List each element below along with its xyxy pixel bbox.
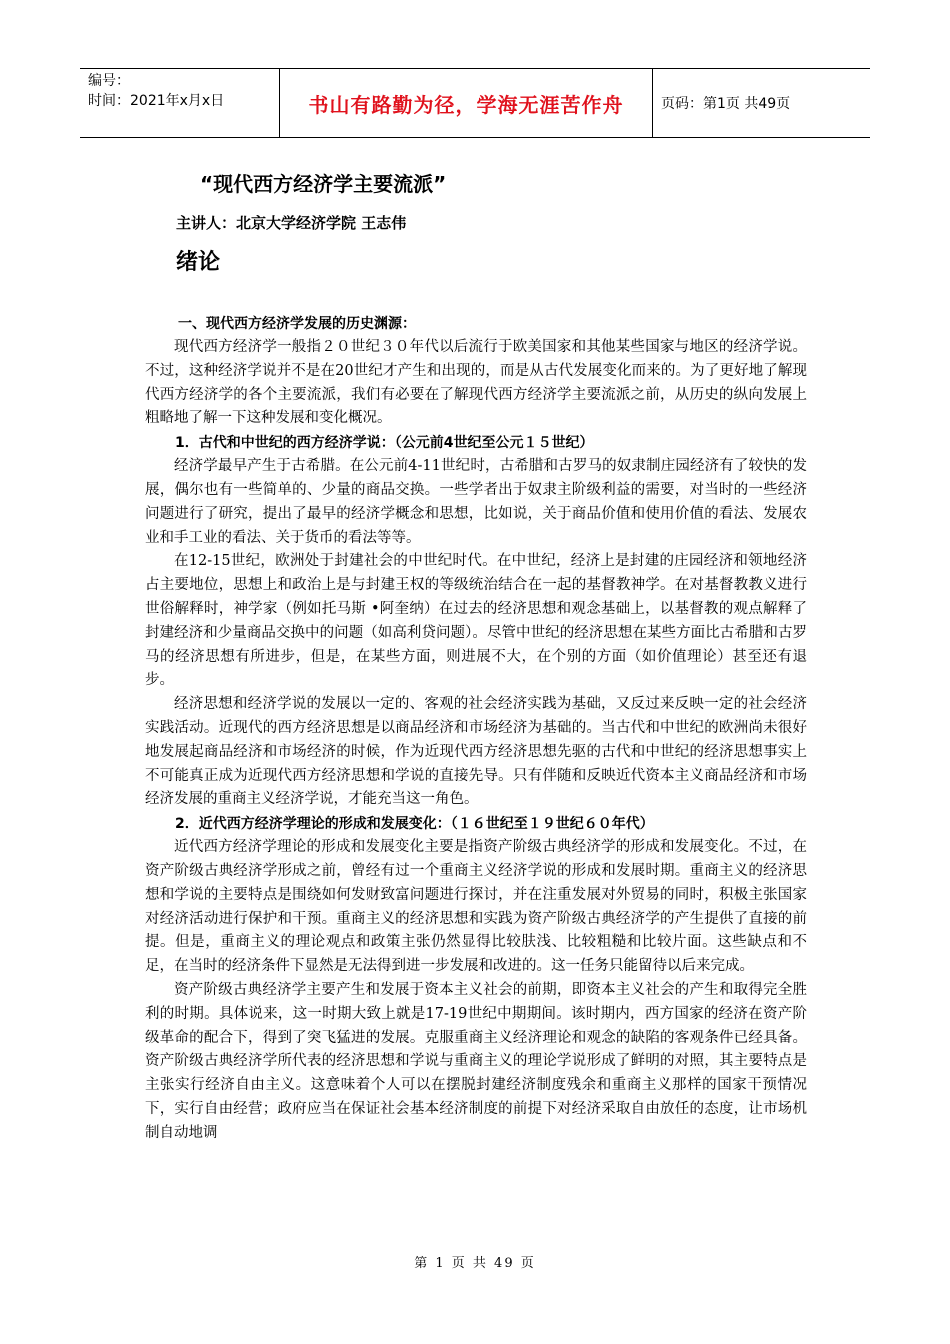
paragraph: 经济思想和经济学说的发展以一定的、客观的社会经济实践为基础，又反过来反映一定的社会经济实践活动。近现代的西方经济思想是以商品经济和市场经济为基础的。当古代和中世纪的欧洲尚未很好地发展起商品经济和市场经济的时候，作为近现代西方经济思想先驱的古代和中世纪的经济思想事实上不可能真正成为近现代西方经济思想和学说的直接先导。只有伴随和反映近代资本主义商品经济和市场经济发展的重商主义经济学说，才能充当这一角色。 — [145, 696, 807, 808]
subsection-heading: 1．古代和中世纪的西方经济学说：（公元前4世纪至公元１５世纪） — [175, 435, 594, 452]
paragraph: 近代西方经济学理论的形成和发展变化主要是指资产阶级古典经济学的形成和发展变化。不过，在资产阶级古典经济学形成之前，曾经有过一个重商主义经济学说的形成和发展时期。重商主义的经济思想和学说的主要特点是围绕如何发财致富问题进行探讨，并在注重发展对外贸易的同时，积极主张国家对经济活动进行保护和干预。重商主义的经济思想和实践为资产阶级古典经济学的产生提供了直接的前提。但是，重商主义的理论观点和政策主张仍然显得比较肤浅、比较粗糙和比较片面。这些缺点和不足，在当时的经济条件下显然是无法得到进一步发展和改进的。这一任务只能留待以后来完成。 — [145, 839, 807, 975]
document-title: “现代西方经济学主要流派” — [200, 172, 447, 196]
lecturer-line: 主讲人：北京大学经济学院 王志伟 — [176, 214, 407, 232]
header-motto: 书山有路勤为径，学海无涯苦作舟 — [308, 92, 624, 117]
header-meta — [80, 69, 280, 137]
intro-heading: 绪论 — [176, 250, 221, 275]
header-page-info — [653, 69, 870, 137]
document-body — [145, 312, 807, 1146]
paragraph: 经济学最早产生于古希腊。在公元前4-11世纪时，古希腊和古罗马的奴隶制庄园经济有了较快的发展，偶尔也有一些简单的、少量的商品交换。一些学者出于奴隶主阶级利益的需要，对当时的一些经济问题进行了研究，提出了最早的经济学概念和思想，比如说，关于商品价值和使用价值的看法、发展农业和手工业的看法、关于货币的看法等等。 — [145, 458, 807, 546]
time-label: 时间：2021年x月x日 — [88, 93, 225, 109]
paragraph: 在12-15世纪，欧洲处于封建社会的中世纪时代。在中世纪，经济上是封建的庄园经济和领地经济占主要地位，思想上和政治上是与封建王权的等级统治结合在一起的基督教神学。在对基督教教义进行世俗解释时，神学家（例如托马斯 •阿奎纳）在过去的经济思想和观念基础上，以基督教的观点解释了封建经济和少量商品交换中的问题（如高利贷问题）。尽管中世纪的经济思想在某些方面比古希腊和古罗马的经济思想有所进步，但是，在某些方面，则进展不大，在个别的方面（如价值理论）甚至还有退步。 — [145, 553, 807, 689]
page-header — [80, 68, 870, 138]
page-info-text: 页码：第1页 共49页 — [661, 96, 791, 112]
paragraph: 现代西方经济学一般指２０世纪３０年代以后流行于欧美国家和其他某些国家与地区的经济学说。不过，这种经济学说并不是在20世纪才产生和出现的，而是从古代发展变化而来的。为了更好地了解现代西方经济学的各个主要流派，我们有必要在了解现代西方经济学主要流派之前，从历史的纵向发展上粗略地了解一下这种发展和变化概况。 — [145, 339, 807, 427]
number-label: 编号： — [88, 73, 130, 89]
subsection-heading: 2．近代西方经济学理论的形成和发展变化：（１６世纪至１９世纪６０年代） — [175, 816, 654, 833]
page-footer: 第 1 页 共 49 页 — [414, 1256, 536, 1271]
header-motto-cell — [280, 69, 653, 137]
paragraph: 资产阶级古典经济学主要产生和发展于资本主义社会的前期，即资本主义社会的产生和取得完全胜利的时期。具体说来，这一时期大致上就是17-19世纪中期期间。该时期内，西方国家的经济在资产阶级革命的配合下，得到了突飞猛进的发展。克服重商主义经济理论和观念的缺陷的客观条件已经具备。资产阶级古典经济学所代表的经济思想和学说与重商主义的理论学说形成了鲜明的对照，其主要特点是主张实行经济自由主义。这意味着个人可以在摆脱封建经济制度残余和重商主义那样的国家干预情况下，实行自由经营；政府应当在保证社会基本经济制度的前提下对经济采取自由放任的态度，让市场机制自动地调 — [145, 981, 807, 1141]
section-heading: 一、现代西方经济学发展的历史渊源： — [178, 316, 416, 332]
